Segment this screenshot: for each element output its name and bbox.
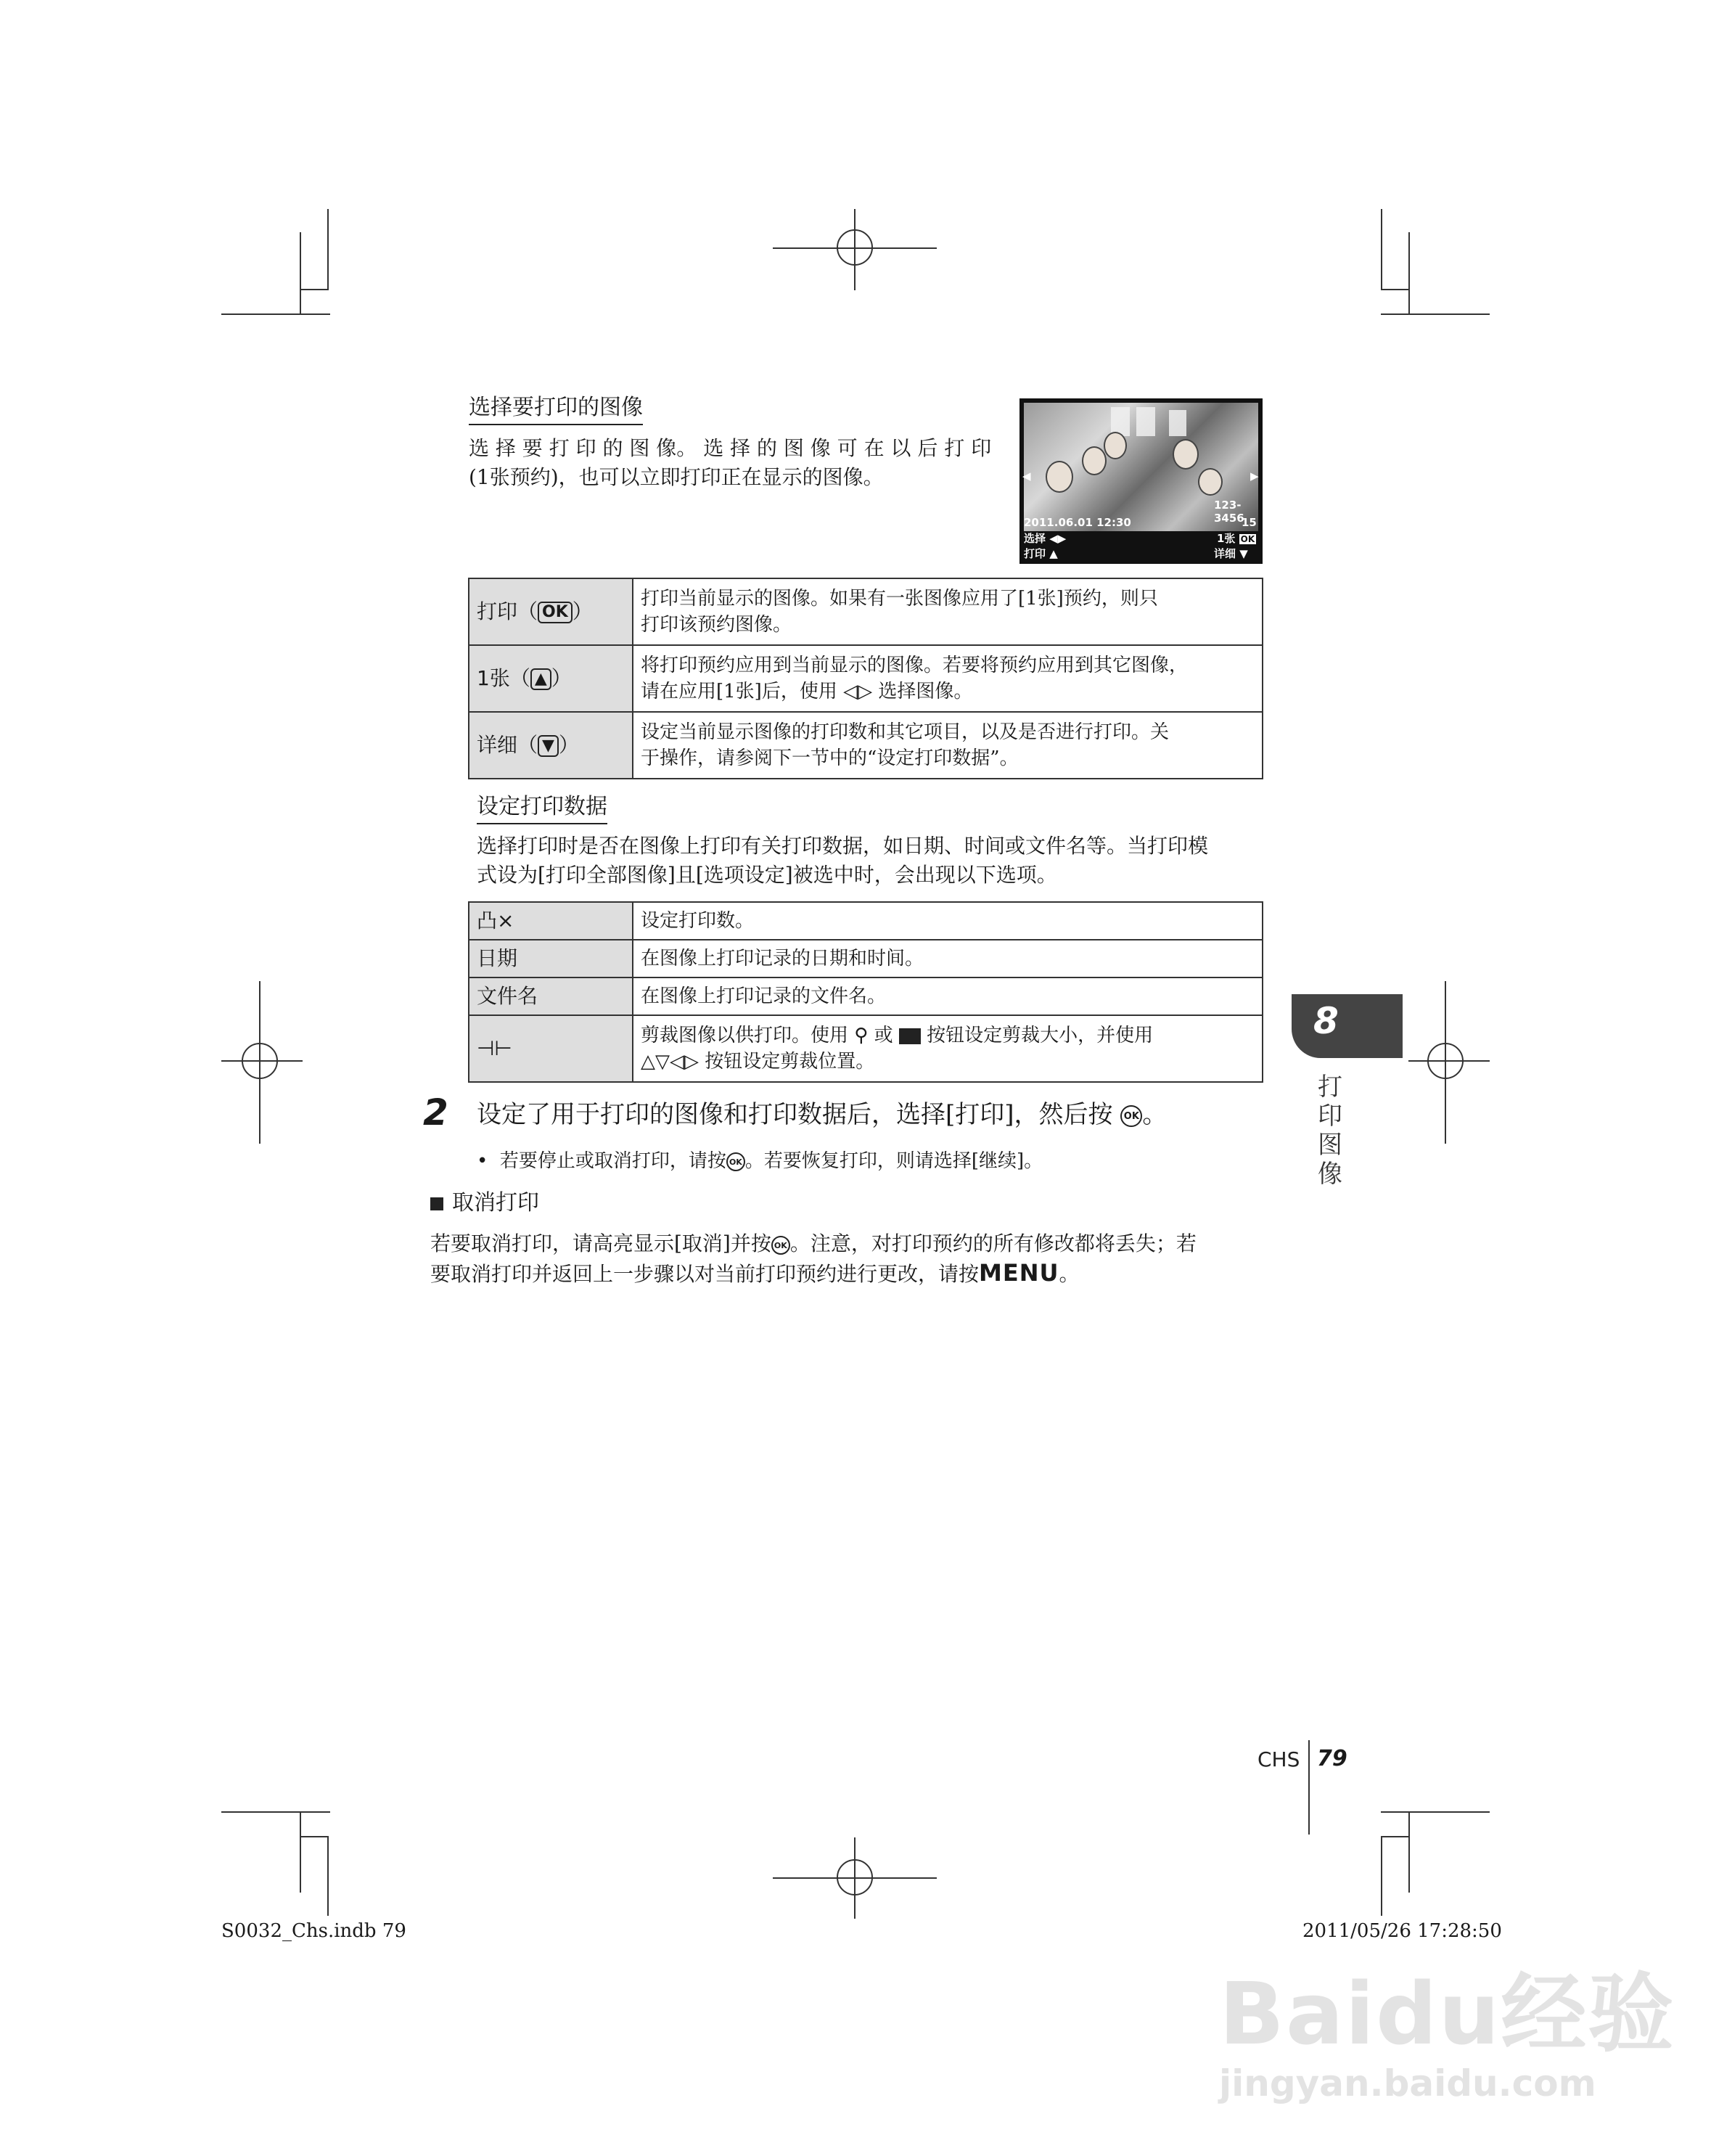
cancel-text-line-2: 要取消打印并返回上一步骤以对当前打印预约进行更改，请按MENU。 xyxy=(430,1259,1080,1287)
screen-date: 2011.06.01 12:30 xyxy=(1024,516,1131,529)
print-options-table xyxy=(468,578,1263,779)
section-intro-line-1: 选择打印时是否在图像上打印有关打印数据，如日期、时间或文件名等。当打印模 xyxy=(477,834,1209,858)
crop-mark xyxy=(1408,1811,1410,1893)
camera-screen-illustration xyxy=(1019,398,1263,564)
table-key-details: 详细（ ▼ ） xyxy=(469,712,633,779)
table-key-filename: 文件名 xyxy=(469,977,633,1015)
screen-details-label: 详细 ▼ xyxy=(1214,547,1248,560)
crop-mark xyxy=(1381,1836,1382,1916)
table-desc: 设定打印数。 xyxy=(633,902,1263,940)
crop-mark xyxy=(327,209,329,289)
print-timestamp: 2011/05/26 17:28:50 xyxy=(1302,1920,1502,1942)
cancel-heading: 取消打印 xyxy=(430,1190,539,1216)
table-row xyxy=(469,578,1263,645)
crop-mark xyxy=(300,289,329,290)
table-desc: 设定当前显示图像的打印数和其它项目，以及是否进行打印。关 于操作，请参阅下一节中的“设定打印数据”。 xyxy=(633,712,1263,779)
section-intro-line-2: (1张预约)，也可以立即打印正在显示的图像。 xyxy=(469,465,884,489)
ok-button-icon: OK xyxy=(771,1236,790,1255)
section-title-select-image: 选择要打印的图像 xyxy=(469,395,643,425)
table-key-single: 1张（ ▲ ） xyxy=(469,645,633,712)
index-view-icon xyxy=(899,1028,921,1044)
registration-mark xyxy=(854,209,856,290)
registration-mark xyxy=(773,1877,937,1879)
section-intro-line-1: 选 择 要 打 印 的 图 像。 选 择 的 图 像 可 在 以 后 打 印 xyxy=(469,436,992,460)
step-number: 2 xyxy=(423,1091,448,1134)
print-data-table xyxy=(468,901,1263,1083)
table-row xyxy=(469,1015,1263,1082)
screen-right-arrow-icon: ▶ xyxy=(1250,470,1259,483)
table-desc: 在图像上打印记录的文件名。 xyxy=(633,977,1263,1015)
table-key-date: 日期 xyxy=(469,940,633,977)
zoom-icon: ⚲ xyxy=(854,1025,869,1046)
crop-mark xyxy=(327,1836,329,1916)
ok-button-icon: OK xyxy=(726,1152,745,1171)
ok-button-icon: OK xyxy=(1120,1105,1142,1127)
table-row xyxy=(469,977,1263,1015)
ok-badge: OK xyxy=(1240,534,1255,544)
table-row xyxy=(469,902,1263,940)
table-desc: 打印当前显示的图像。如果有一张图像应用了[1张]预约，则只 打印该预约图像。 xyxy=(633,578,1263,645)
registration-mark xyxy=(1408,1060,1490,1062)
crop-mark xyxy=(1381,1811,1490,1813)
table-row xyxy=(469,940,1263,977)
registration-mark xyxy=(773,247,937,249)
menu-button-label: MENU xyxy=(979,1259,1059,1287)
arrow-keys-icon: △▽◁▷ xyxy=(641,1051,699,1073)
crop-mark xyxy=(1408,232,1410,313)
crop-mark xyxy=(1381,1836,1410,1837)
step-text: 设定了用于打印的图像和打印数据后，选择[打印]，然后按 OK 。 xyxy=(477,1100,1168,1129)
step-bullet: • 若要停止或取消打印，请按 OK 。若要恢复打印，则请选择[继续]。 xyxy=(477,1150,1043,1172)
print-file-name: S0032_Chs.indb 79 xyxy=(221,1920,406,1942)
screen-select-label: 选择 ◀▶ xyxy=(1024,532,1067,545)
cancel-text-line-1: 若要取消打印，请高亮显示[取消]并按 OK 。注意，对打印预约的所有修改都将丢失；若 xyxy=(430,1231,1197,1255)
section-title-print-data: 设定打印数据 xyxy=(477,794,607,824)
crop-mark xyxy=(1381,313,1490,315)
chapter-title-vertical: 打 印 图 像 xyxy=(1318,1073,1342,1189)
crop-mark xyxy=(300,1811,301,1893)
down-button-icon: ▼ xyxy=(538,735,559,757)
bullet-icon: • xyxy=(477,1150,488,1172)
screen-frame-count: 15 xyxy=(1242,516,1257,529)
crop-icon: ⊣⊢ xyxy=(469,1015,633,1082)
language-code: CHS xyxy=(1257,1747,1300,1771)
registration-mark xyxy=(1445,981,1446,1144)
crop-mark xyxy=(1381,209,1382,289)
footer-divider xyxy=(1308,1740,1310,1835)
screen-left-arrow-icon: ◀ xyxy=(1022,470,1031,483)
watermark-logo: Baidu经验 xyxy=(1219,1964,1675,2064)
chapter-tab xyxy=(1292,994,1403,1058)
table-key-print: 打印（ OK ） xyxy=(469,578,633,645)
table-desc: 在图像上打印记录的日期和时间。 xyxy=(633,940,1263,977)
table-row xyxy=(469,645,1263,712)
crop-mark xyxy=(1381,289,1410,290)
watermark-url: jingyan.baidu.com xyxy=(1219,2062,1596,2104)
registration-mark xyxy=(259,981,260,1144)
table-desc: 将打印预约应用到当前显示的图像。若要将预约应用到其它图像， 请在应用[1张]后，使用 ◁▷ 选择图像。 xyxy=(633,645,1263,712)
print-count-icon: 凸× xyxy=(469,902,633,940)
section-intro-line-2: 式设为[打印全部图像]且[选项设定]被选中时，会出现以下选项。 xyxy=(477,863,1057,887)
screen-file-number: 123-3456 xyxy=(1214,499,1244,525)
crop-mark xyxy=(221,313,330,315)
crop-mark xyxy=(300,232,301,313)
chapter-number: 8 xyxy=(1313,1000,1339,1042)
table-desc: 剪裁图像以供打印。使用 ⚲ 或 按钮设定剪裁大小，并使用 △▽◁▷ 按钮设定剪裁位置。 xyxy=(633,1015,1263,1082)
page-number: 79 xyxy=(1317,1746,1347,1771)
screen-one-sheet-label: 1张 OK xyxy=(1217,532,1255,545)
screen-print-label: 打印 ▲ xyxy=(1024,547,1058,560)
registration-mark xyxy=(221,1060,303,1062)
table-row xyxy=(469,712,1263,779)
crop-mark xyxy=(221,1811,330,1813)
square-bullet-icon xyxy=(430,1197,443,1210)
crop-mark xyxy=(300,1836,329,1837)
ok-button-icon: OK xyxy=(538,602,573,623)
up-button-icon: ▲ xyxy=(530,668,551,690)
